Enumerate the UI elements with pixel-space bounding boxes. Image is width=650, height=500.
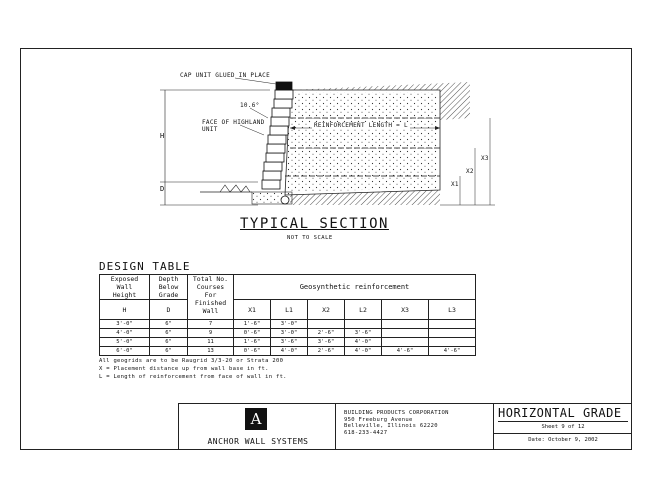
label-face-line2: UNIT [202,126,218,133]
subheader-l1: L1 [271,300,308,320]
subheader-l2: L2 [345,300,382,320]
label-face-line1: FACE OF HIGHLAND [202,119,265,126]
sheet-number: Sheet 9 of 12 [494,424,632,434]
subheader-l3: L3 [429,300,476,320]
table-row: 6'-0" 6" 13 0'-6" 4'-0" 2'-6" 4'-0" 4'-6" 4'-6" [100,347,476,356]
address: BUILDING PRODUCTS CORPORATION 950 Freeburg Avenue Belleville, Illinois 62220 618-233-4427 [344,410,449,436]
subheader-h: H [100,300,150,320]
label-angle: 10.6° [240,102,260,109]
note-x: X = Placement distance up from wall base in ft. [99,366,269,372]
title-block-logo-cell [178,403,336,450]
title-block-address-cell [336,403,494,450]
header-geosynthetic: Geosynthetic reinforcement [234,275,476,300]
drawing-title: HORIZONTAL GRADE [498,406,628,422]
title-block [178,403,632,450]
table-row: 4'-0" 6" 9 0'-6" 3'-0" 2'-6" 3'-6" [100,329,476,338]
design-table-title: DESIGN TABLE [99,260,191,273]
dim-h: H [160,132,165,140]
subheader-x1: X1 [234,300,271,320]
subheader-x3: X3 [382,300,429,320]
drain-pipe [281,196,289,204]
note-l: L = Length of reinforcement from face of wall in ft. [99,374,287,380]
design-table [99,274,476,356]
dim-d: D [160,185,165,193]
table-row: 5'-0" 6" 11 1'-6" 3'-6" 3'-6" 4'-0" [100,338,476,347]
subheader-x2: X2 [308,300,345,320]
drawing-date: Date: October 9, 2002 [528,437,598,443]
note-geogrids: All geogrids are to be Raugrid 3/3-20 or Strata 200 [99,358,284,364]
title-block-title-cell [494,403,632,450]
section-subtitle: NOT TO SCALE [287,235,333,241]
dim-x3: X3 [481,155,489,162]
header-exposed: Exposed Wall Height [100,275,150,300]
subheader-d: D [150,300,188,320]
header-courses: Total No. Courses For Finished Wall [188,275,234,320]
section-title: TYPICAL SECTION [240,216,389,232]
dim-x1: X1 [451,181,459,188]
table-notes [99,357,287,381]
table-row: 3'-0" 6" 7 1'-6" 3'-0" [100,320,476,329]
header-depth: Depth Below Grade [150,275,188,300]
label-reinforcement-length: REINFORCEMENT LENGTH = L [314,122,408,129]
anchor-logo-icon: A [245,408,267,430]
label-cap-unit: CAP UNIT GLUED IN PLACE [180,72,270,79]
company-name: ANCHOR WALL SYSTEMS [207,437,309,446]
dim-x2: X2 [466,168,474,175]
